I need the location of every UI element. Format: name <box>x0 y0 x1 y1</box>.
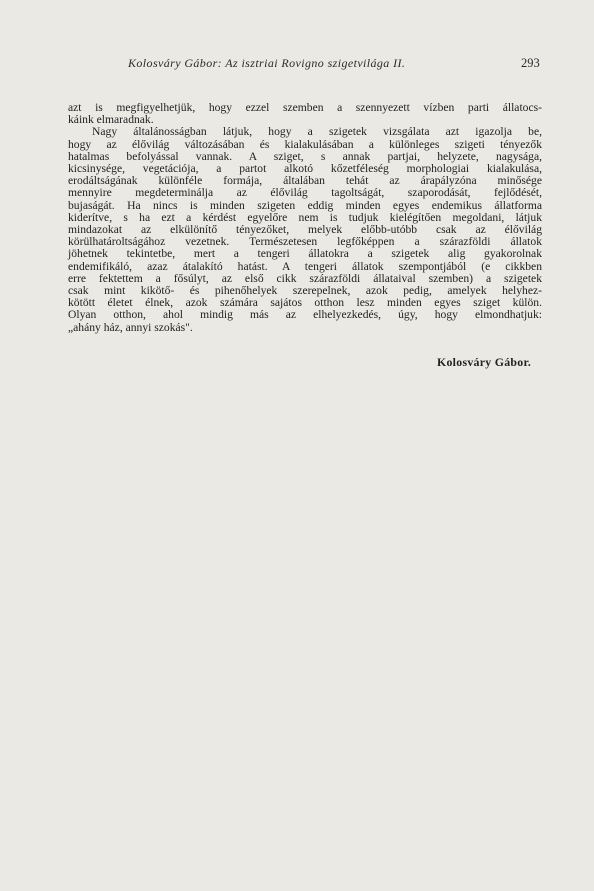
text-line: csak mint kikötő- és pihenőhelyek szerepelnek, azok pedig, amelyek helyhez- <box>68 284 542 298</box>
page-number: 293 <box>521 56 540 70</box>
text-line: mennyire megdeterminálja az élővilág tagoltságát, szaporodását, fejlődését, <box>68 186 542 200</box>
paragraph-2 <box>68 126 542 333</box>
author-signature: Kolosváry Gábor. <box>437 355 532 369</box>
article-body <box>68 102 542 334</box>
text-line: „ahány ház, annyi szokás". <box>68 320 193 334</box>
text-line: Nagy általánosságban látjuk, hogy a szigetek vizsgálata azt igazolja be, <box>92 125 542 139</box>
text-line: erre fektettem a fősúlyt, az első cikk szárazföldi állataival szemben) a szigetek <box>68 271 542 285</box>
text-line: kötött életet élnek, azok számára sajátos otthon lesz minden egyes sziget külön. <box>68 296 542 310</box>
text-line: mindazokat az elkülönítő tényezőket, melyek előbb-utóbb csak az élővilág <box>68 223 542 237</box>
text-line: azt is megfigyelhetjük, hogy ezzel szemben a szennyezett vízben parti állatocs- <box>68 101 542 114</box>
text-line: káink elmaradnak. <box>68 113 154 127</box>
text-line: kicsinysége, vegetációja, a partot alkotó kőzetféleség morphologiai kialakulása, <box>68 162 542 176</box>
text-line: endemifikáló, azaz átalakító hatást. A tengeri állatok szempontjából (e cikkben <box>68 259 542 273</box>
text-line: hatalmas befolyással vannak. A sziget, s annak partjai, helyzete, nagysága, <box>68 149 542 163</box>
text-line: körülhatároltságához vezetnek. Természetesen legfőképpen a szárazföldi állatok <box>68 235 542 249</box>
text-line: Olyan otthon, ahol mindig más az elhelyezkedés, úgy, hogy elmondhatjuk: <box>68 308 542 322</box>
paragraph-1 <box>68 102 542 126</box>
text-line: bujaságát. Ha nincs is minden szigeten eddig minden egyes endemikus állatforma <box>68 198 542 212</box>
text-line: erodáltságának különféle formája, általában tehát az árapályzóna minősége <box>68 174 542 188</box>
text-line: kiderítve, s ha ezt a kérdést egyelőre nem is tudjuk kielégítően megoldani, látjuk <box>68 210 542 224</box>
text-line: hogy az élővilág változásában és kialakulásában a különleges szigeti tényezők <box>68 137 542 151</box>
text-line: jöhetnek tekintetbe, mert a tengeri állatokra a szigetek alig gyakorolnak <box>68 247 542 261</box>
running-title: Kolosváry Gábor: Az isztriai Rovigno szigetvilága II. <box>128 56 406 70</box>
